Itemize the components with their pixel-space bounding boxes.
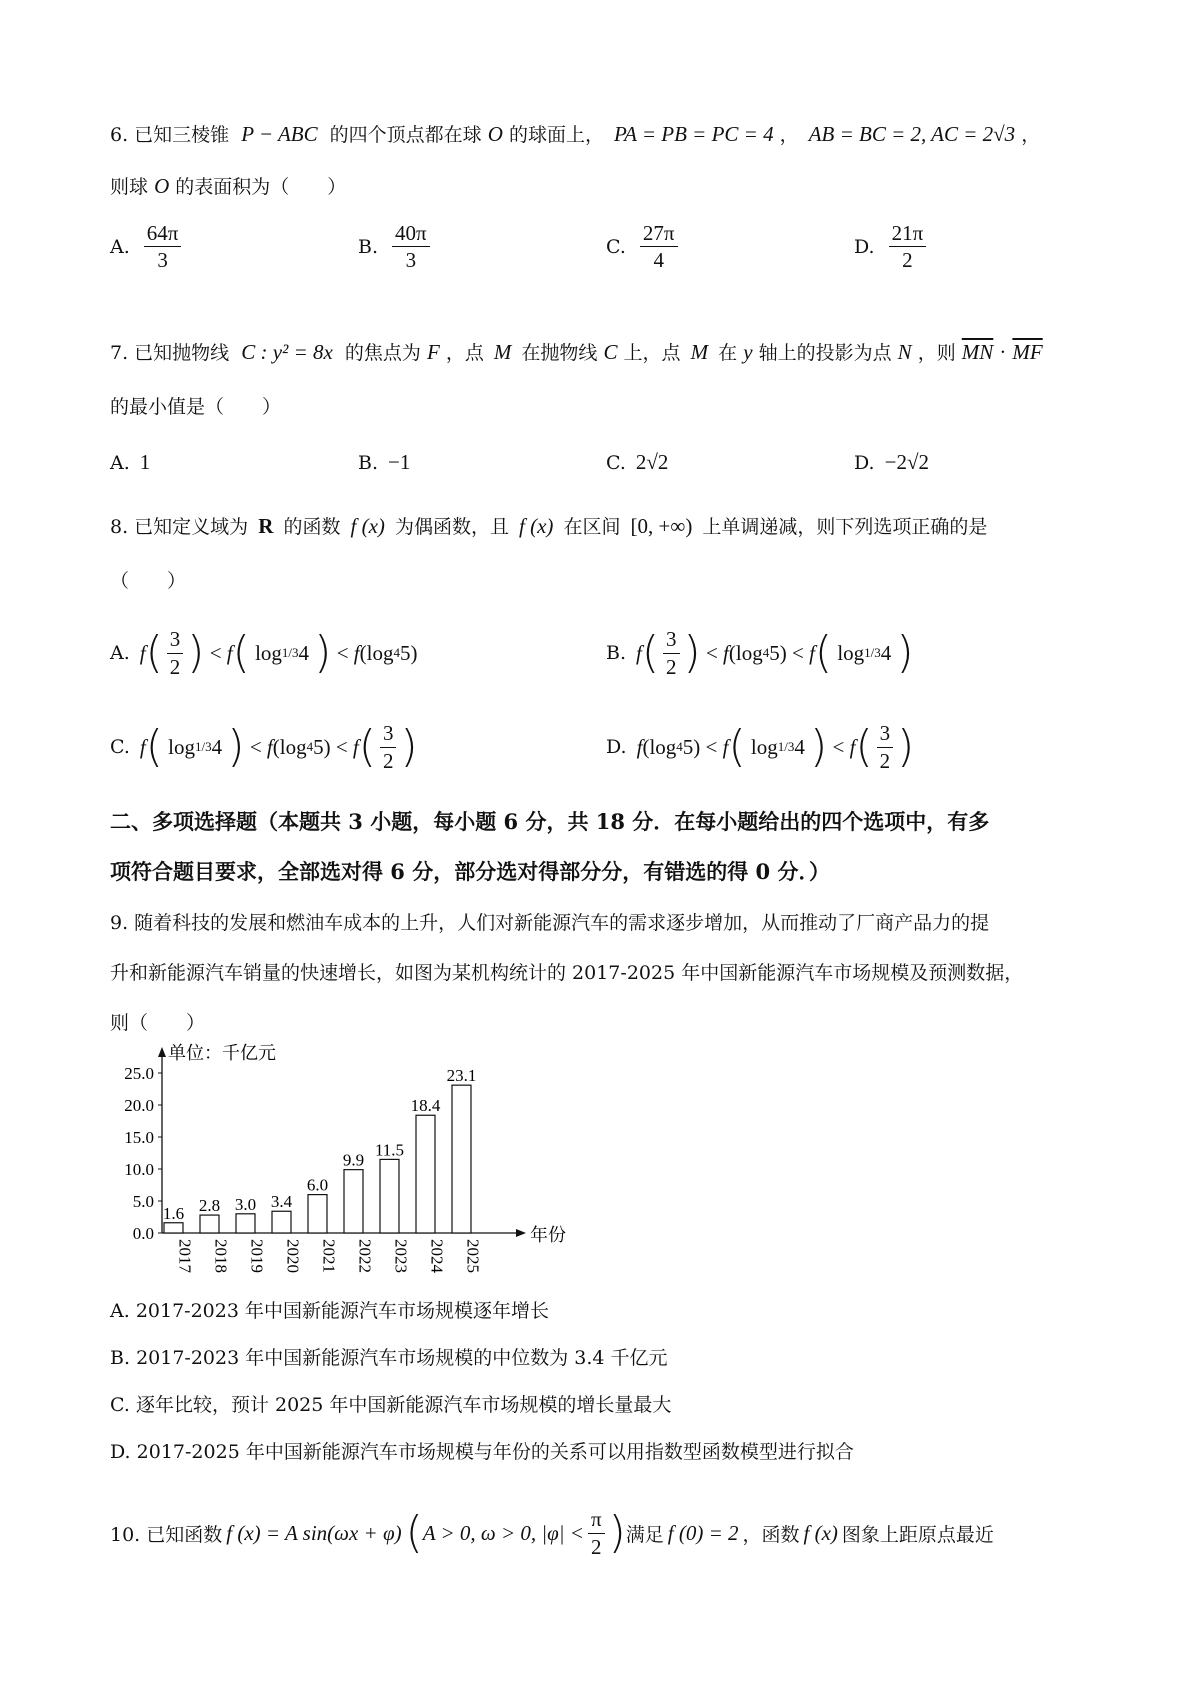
y-tick-label: 5.0: [132, 1192, 154, 1211]
q8-option-c[interactable]: [110, 712, 418, 782]
option-fraction: $\frac{21\pi}{2}$: [889, 222, 927, 271]
bar: [236, 1214, 255, 1233]
option-value: 1: [139, 450, 151, 474]
option-label: B.: [358, 451, 379, 474]
option-label: B.: [110, 1347, 131, 1369]
option-label: B.: [606, 642, 627, 664]
option-label: C.: [110, 736, 130, 758]
q7-point-n: N: [897, 340, 912, 364]
q8-fx-2: f (x): [519, 514, 554, 538]
q10-right-paren: ): [608, 1507, 626, 1558]
y-axis-arrow: [158, 1047, 166, 1057]
option-label: D.: [110, 1441, 131, 1463]
q7-stem-f: 在: [718, 342, 738, 364]
q6-stem-c: 的球面上，: [508, 124, 604, 146]
bar: [416, 1115, 435, 1233]
q6-sphere-o: O: [487, 122, 503, 146]
q7-y-axis: y: [743, 340, 753, 364]
option-text: 2017-2025 年中国新能源汽车市场规模与年份的关系可以用指数型函数模型进行拟合: [136, 1441, 854, 1463]
q10-conditions: A > 0, ω > 0, |φ| <: [422, 1520, 584, 1545]
q7-vector-mf: $\overline{MF}$: [1012, 340, 1043, 364]
y-tick-label: 0.0: [132, 1224, 154, 1243]
x-tick-label: 2025: [463, 1239, 483, 1273]
q8-option-d[interactable]: [606, 712, 914, 782]
x-tick-label: 2024: [427, 1239, 447, 1273]
bar-value-label: 3.4: [270, 1192, 293, 1212]
bar-value-label: 9.9: [342, 1150, 365, 1170]
option-value: −2√2: [884, 450, 929, 474]
q7-option-d[interactable]: [854, 450, 929, 475]
option-expression: f (log 4 5) < f ( log 1/3 4 ) < f ( $\frac{3}{2}$ ): [636, 721, 915, 773]
option-value: −1: [388, 450, 411, 474]
bar-value-label: 3.0: [234, 1194, 257, 1214]
q8-stem-a: 8. 已知定义域为: [110, 516, 249, 538]
q10-pi-over-2: $\frac{\pi}{2}$: [588, 1508, 605, 1557]
q7-option-a[interactable]: [110, 450, 150, 475]
option-label: D.: [854, 451, 875, 474]
x-axis-label: 年份: [530, 1225, 566, 1245]
q9-line1: 9. 随着科技的发展和燃油车成本的上升，人们对新能源汽车的需求逐步增加，从而推动了厂商产品力的提: [110, 912, 990, 934]
q7-stem-h: ，则: [917, 342, 956, 364]
q8-fx: f (x): [350, 514, 385, 538]
q7-point-m-2: M: [690, 340, 709, 364]
q10-stem-c: ，函数: [742, 1523, 800, 1546]
q6-pyramid: P − ABC: [241, 122, 318, 146]
q7-point-m: M: [493, 340, 512, 364]
option-label: A.: [110, 642, 130, 664]
bar: [272, 1211, 291, 1233]
q6-sphere-o-2: O: [154, 174, 170, 198]
q7-parabola: C : y² = 8x: [241, 340, 333, 364]
option-expression: f ( $\frac{3}{2}$ ) < f (log 4 5) < f ( log 1/3 4 ): [636, 627, 914, 679]
q10-function: f (x) = A sin(ωx + φ): [226, 1520, 402, 1545]
q6-condition-2: AB = BC = 2, AC = 2√3: [808, 122, 1016, 146]
option-label: C.: [606, 451, 626, 474]
q7-stem-d: 在抛物线: [521, 342, 598, 364]
q10-left-paren: (: [405, 1507, 423, 1558]
q7-stem-g: 轴上的投影为点: [758, 342, 892, 364]
bar-value-label: 6.0: [306, 1175, 329, 1195]
q6-line2-b: 的表面积为（ ）: [175, 176, 347, 198]
q7-stem-e: 上，点: [623, 342, 681, 364]
y-tick-label: 25.0: [124, 1064, 154, 1083]
q10-stem-d: 图象上距原点最近: [841, 1523, 994, 1546]
x-tick-label: 2021: [319, 1239, 339, 1273]
q8-stem-d: 在区间: [563, 516, 621, 538]
q8-interval: [0, +∞): [630, 514, 693, 538]
q8-stem-e: 上单调递减，则下列选项正确的是: [702, 516, 988, 538]
q6-stem-b: 的四个顶点都在球: [329, 124, 482, 146]
q7-curve-c: C: [603, 340, 618, 364]
q7-stem-c: ，点: [445, 342, 484, 364]
section2-heading-line1: 二、多项选择题（本题共 3 小题，每小题 6 分，共 18 分．在每小题给出的四个选项中，有多: [110, 809, 990, 834]
y-tick-label: 10.0: [124, 1160, 154, 1179]
x-tick-label: 2020: [283, 1239, 303, 1273]
option-text: 逐年比较，预计 2025 年中国新能源汽车市场规模的增长量最大: [135, 1394, 672, 1416]
q7-option-c[interactable]: [606, 450, 668, 475]
bar-value-label: 23.1: [446, 1066, 477, 1086]
q7-line2-text: 的最小值是（ ）: [110, 396, 282, 418]
q7-line1: [110, 338, 1043, 365]
q7-dot-product: ·: [999, 340, 1007, 364]
option-fraction: $\frac{27\pi}{4}$: [640, 222, 678, 271]
q9-option-a[interactable]: [110, 1296, 549, 1323]
option-label: A.: [110, 1300, 130, 1322]
option-expression: f ( log 1/3 4 ) < f (log 4 5) < f ( $\frac{3}{2}$ ): [139, 721, 418, 773]
bar-value-label: 2.8: [198, 1196, 221, 1216]
q9-line2: 升和新能源汽车销量的快速增长，如图为某机构统计的 2017-2025 年中国新能源汽车市场规模及预测数据，: [110, 962, 1024, 984]
q6-line2-a: 则球: [110, 176, 149, 198]
option-label: A.: [110, 451, 130, 474]
q7-line2: [110, 392, 281, 419]
q6-line1: [110, 120, 1040, 147]
option-label: D.: [606, 736, 627, 758]
bar-value-label: 1.6: [162, 1203, 185, 1223]
market-size-bar-chart: [100, 1035, 570, 1285]
q6-option-d[interactable]: [854, 222, 930, 271]
option-label: B.: [358, 235, 379, 258]
x-tick-label: 2023: [391, 1239, 411, 1273]
y-tick-label: 15.0: [124, 1128, 154, 1147]
option-text: 2017-2023 年中国新能源汽车市场规模的中位数为 3.4 千亿元: [136, 1347, 668, 1369]
bar: [308, 1195, 327, 1233]
option-fraction: $\frac{40\pi}{3}$: [392, 222, 430, 271]
q7-stem-b: 的焦点为: [344, 342, 421, 364]
q6-stem-a: 6. 已知三棱锥: [110, 124, 230, 146]
q6-comma-1: ，: [779, 124, 799, 146]
q9-option-c[interactable]: [110, 1390, 671, 1417]
q8-line1: [110, 512, 987, 539]
q6-option-a[interactable]: [110, 222, 185, 271]
q10-line1: [110, 1500, 994, 1566]
q10-f0: f (0) = 2: [667, 1520, 739, 1545]
q8-stem-b: 的函数: [283, 516, 341, 538]
option-fraction: $\frac{64\pi}{3}$: [144, 222, 182, 271]
option-label: D.: [854, 235, 875, 258]
q8-stem-c: 为偶函数，且: [394, 516, 509, 538]
q9-option-b[interactable]: [110, 1343, 668, 1370]
bar: [380, 1159, 399, 1233]
q8-paren: （ ）: [110, 570, 187, 592]
option-text: 2017-2023 年中国新能源汽车市场规模逐年增长: [135, 1300, 549, 1322]
bar: [452, 1085, 471, 1233]
option-label: C.: [606, 235, 626, 258]
bar: [164, 1223, 183, 1233]
q6-line2: [110, 172, 346, 199]
q8-line2: [110, 566, 186, 593]
q7-vector-mn: $\overline{MN}$: [961, 340, 994, 364]
q8-option-a[interactable]: [110, 618, 417, 688]
q9-line3: 则（ ）: [110, 1012, 206, 1034]
y-tick-label: 20.0: [124, 1096, 154, 1115]
section2-heading-line2: 项符合题目要求，全部选对得 6 分，部分选对得部分分，有错选的得 0 分．）: [110, 859, 830, 884]
q6-condition-1: PA = PB = PC = 4: [614, 122, 774, 146]
q8-reals: R: [258, 514, 274, 538]
option-value: 2√2: [635, 450, 669, 474]
bar-value-label: 18.4: [410, 1096, 441, 1116]
q7-option-b[interactable]: [358, 450, 410, 475]
q10-stem-a: 10. 已知函数: [110, 1523, 223, 1546]
bar-value-label: 11.5: [374, 1140, 405, 1160]
y-axis-label: 单位：千亿元: [168, 1043, 276, 1063]
q7-stem-a: 7. 已知抛物线: [110, 342, 230, 364]
option-expression: f ( $\frac{3}{2}$ ) < f ( log 1/3 4 ) < f (log 4 5): [139, 627, 418, 679]
q6-option-c[interactable]: [606, 222, 682, 271]
q6-comma-2: ，: [1021, 124, 1041, 146]
q7-focus-f: F: [426, 340, 440, 364]
q10-stem-b: 满足: [625, 1523, 664, 1546]
x-tick-label: 2018: [211, 1239, 231, 1273]
q8-option-b[interactable]: [606, 618, 914, 688]
x-axis-arrow: [516, 1229, 526, 1237]
option-label: A.: [110, 235, 130, 258]
x-tick-label: 2019: [247, 1239, 267, 1273]
x-tick-label: 2022: [355, 1239, 375, 1273]
x-tick-label: 2017: [175, 1239, 195, 1273]
bar: [200, 1215, 219, 1233]
bar: [344, 1170, 363, 1233]
option-label: C.: [110, 1394, 130, 1416]
q10-fx: f (x): [803, 1520, 838, 1545]
q9-option-d[interactable]: [110, 1437, 854, 1464]
q6-option-b[interactable]: [358, 222, 434, 271]
